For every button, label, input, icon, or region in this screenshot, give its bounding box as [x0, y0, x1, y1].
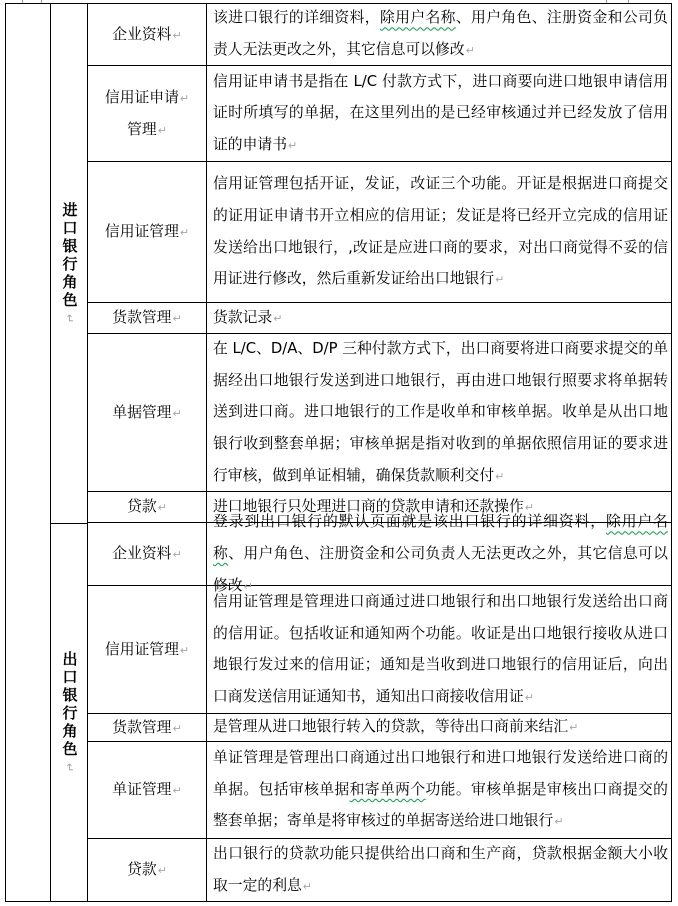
- feature-desc-cell: [207, 742, 671, 838]
- paragraph-mark: ↵: [524, 690, 534, 704]
- paragraph-mark: ↵: [172, 548, 182, 562]
- feature-label-cell: [88, 303, 207, 333]
- feature-label: 贷款: [127, 498, 157, 516]
- feature-desc-cell: [207, 334, 671, 491]
- desc-text: 、用户角色、注册资金和公司负责人无法更改之外，其它信息可以修改: [213, 544, 668, 594]
- feature-description: [207, 742, 671, 838]
- table-row-import-documents-management: [88, 334, 671, 492]
- paragraph-mark: ↵: [243, 579, 253, 593]
- desc-text: 该进口银行的详细资料，: [213, 9, 380, 27]
- feature-label: 企业资料: [112, 545, 172, 563]
- desc-text: 登录到出口银行的默认页面就是该出口银行的详细资料，: [213, 513, 607, 531]
- desc-text-grammar-flagged: 除用户名称: [379, 9, 456, 27]
- paragraph-mark: ↵: [172, 28, 182, 42]
- feature-description: [207, 302, 285, 335]
- feature-label: 企业资料: [112, 25, 172, 43]
- feature-label: 货款管理: [112, 309, 172, 327]
- paragraph-mark: ↵: [569, 721, 579, 735]
- paragraph-mark: ↵: [554, 815, 564, 829]
- feature-label-cell: [88, 492, 207, 522]
- table-row-export-company-info: [88, 513, 671, 594]
- desc-text: 单证管理是管理出口商通过出口地银行和进口地银行发送给进口商的单据。包括审核单据: [213, 749, 668, 798]
- table-row-import-lc-application: [88, 66, 671, 162]
- table-row-import-company-info: [88, 4, 671, 66]
- feature-desc-cell: [207, 303, 671, 333]
- paragraph-mark: ↵: [157, 123, 167, 137]
- paragraph-mark: ↵: [179, 226, 190, 240]
- bank-roles-table: [5, 3, 672, 902]
- table-row-export-payment-management: [88, 714, 671, 742]
- feature-label: 信用证申请: [104, 88, 179, 106]
- desc-text: 信用证申请书是指在 L/C 付款方式下，进口商要向进口地银申请信用证时所填写的单据，在这里列出的是已经审核通过并已经发放了信用证的申请书: [213, 72, 668, 153]
- table-row-import-lc-management: [88, 162, 671, 303]
- feature-label: 单据管理: [112, 403, 172, 421]
- desc-text: 信用证管理是管理进口商通过进口地银行和出口地银行发送给出口商的信用证。包括收证和通知两个功能。收证是出口地银行接收从进口地银行发过来的信用证；通知是当收到进口地银行的信用证后，向出口商发送信用证通知书，通知出口商接收信用证: [213, 593, 668, 705]
- desc-text: 功能。审核单据是审核出口商提交的整套单据；寄单是将审核过的单据寄送给进口地银行: [213, 780, 668, 830]
- feature-label-cell: [88, 586, 207, 713]
- feature-description: [207, 838, 671, 902]
- feature-label: 信用证管理: [104, 640, 179, 658]
- paragraph-mark: ↵: [465, 44, 475, 57]
- paragraph-mark: ↵: [63, 762, 76, 773]
- feature-label-cell: [88, 66, 207, 161]
- paragraph-mark: ↵: [495, 273, 505, 287]
- paragraph-mark: ↵: [172, 784, 182, 798]
- feature-description: [207, 333, 671, 492]
- feature-rows-column: [88, 4, 671, 901]
- paragraph-mark: ↵: [172, 721, 182, 735]
- feature-label-cell: [88, 839, 207, 901]
- paragraph-mark: ↵: [157, 864, 167, 877]
- paragraph-mark: ↵: [524, 500, 534, 514]
- desc-text: 信用证管理包括开证，发证，改证三个功能。开证是根据进口商提交的证用证申请书开立相应的信用证；发证是将已经开立完成的信用证发送给出口地银行，,改证是应进口商的要求，对出口商觉得不妥的信用证进行修改，然后重新发证给出口地银行: [213, 175, 668, 288]
- feature-label-cell: [88, 162, 207, 302]
- feature-label-cell: [88, 523, 207, 585]
- paragraph-mark: ↵: [495, 469, 505, 483]
- table-row-export-lc-management: [88, 586, 671, 714]
- paragraph-mark: ↵: [288, 138, 298, 152]
- feature-label: 信用证管理: [104, 223, 179, 241]
- table-row-export-loan: [88, 839, 671, 901]
- import-bank-role-label: 进口银行角色: [60, 202, 79, 310]
- role-cell-export-bank: [51, 524, 87, 901]
- empty-left-column: [6, 4, 51, 901]
- feature-description: [207, 711, 581, 744]
- feature-label-cell: [88, 742, 207, 838]
- role-cell-import-bank: [51, 4, 87, 524]
- feature-label-cell: [88, 334, 207, 491]
- paragraph-mark: ↵: [273, 311, 283, 325]
- feature-label-cell: [88, 4, 207, 65]
- paragraph-mark: ↵: [302, 879, 313, 893]
- feature-desc-cell: [207, 714, 671, 741]
- feature-label-cell: [88, 714, 207, 741]
- feature-desc-cell: [207, 586, 671, 713]
- feature-description: [207, 2, 671, 66]
- feature-description: [207, 66, 671, 162]
- desc-text: 进口地银行只处理进口商的贷款申请和还款操作: [213, 497, 524, 515]
- feature-description: [207, 168, 671, 295]
- desc-text: 在 L/C、D/A、D/P 三种付款方式下，出口商要将进口商要求提交的单据经出口地银行发送到进口地银行，再由进口地银行照要求将单据转送到进口商。进口地银行的工作是收单和审核单据。收单是从出口地银行收到整套单据；审核单据是指对收到的单据依照信用证的要求进行审核，做到单证相辅，确保货款顺利交付: [213, 340, 668, 484]
- paragraph-mark: ↵: [172, 406, 182, 420]
- paragraph-mark: ↵: [172, 312, 182, 326]
- feature-desc-cell: [207, 513, 671, 594]
- desc-text: 、用户角色、注册资金和公司负责人无法更改之外，其它信息可以修改: [213, 9, 668, 58]
- role-column: [51, 4, 88, 901]
- paragraph-mark: ↵: [63, 313, 76, 324]
- feature-label: 货款管理: [112, 718, 172, 736]
- paragraph-mark: ↵: [179, 91, 190, 105]
- paragraph-mark: ↵: [179, 643, 190, 657]
- feature-label: 管理: [127, 120, 157, 138]
- feature-desc-cell: [207, 66, 671, 161]
- table-row-import-payment-management: [88, 303, 671, 334]
- feature-label: 单证管理: [112, 781, 172, 799]
- desc-text: 是管理从进口地银行转入的贷款，等待出口商前来结汇: [213, 718, 569, 736]
- desc-text-grammar-flagged: 除用户名称: [213, 513, 668, 562]
- feature-desc-cell: [207, 162, 671, 302]
- desc-text: 出口银行的贷款功能只提供给出口商和生产商，贷款根据金额大小收取一定的利息: [213, 844, 668, 894]
- feature-desc-cell: [207, 4, 671, 65]
- feature-desc-cell: [207, 839, 671, 901]
- paragraph-mark: ↵: [157, 501, 167, 515]
- feature-description: [207, 586, 671, 713]
- desc-text: 货款记录: [213, 308, 273, 326]
- feature-label: 贷款: [127, 861, 157, 878]
- desc-text-grammar-flagged: 和寄单两个: [349, 780, 426, 798]
- table-row-export-documents-management: [88, 742, 671, 839]
- export-bank-role-label: 出口银行角色: [60, 651, 79, 759]
